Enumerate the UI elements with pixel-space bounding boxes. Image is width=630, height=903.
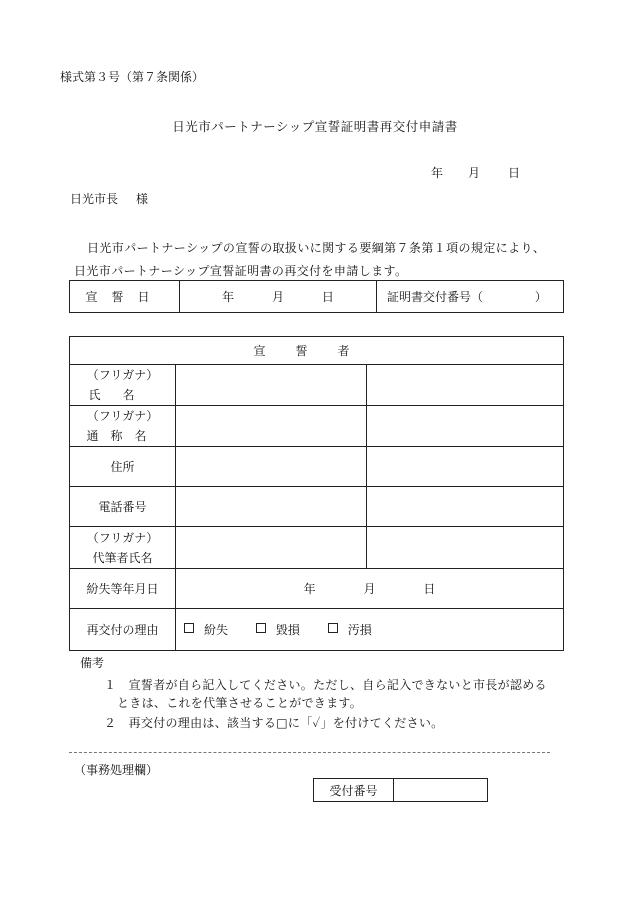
office-divider bbox=[69, 752, 550, 753]
reason-damaged-option[interactable] bbox=[256, 621, 300, 638]
certificate-number-field[interactable] bbox=[377, 281, 564, 313]
name-furigana-label: （フリガナ） bbox=[86, 368, 159, 382]
address-label: 住所 bbox=[110, 460, 135, 474]
reason-label-cell bbox=[70, 609, 176, 651]
document-title: 日光市パートナーシップ宣誓証明書再交付申請書 bbox=[172, 119, 458, 134]
certificate-number-label: 証明書交付番号（ bbox=[387, 290, 484, 304]
reason-soiled-checkbox[interactable] bbox=[328, 623, 338, 633]
body-text-line-1: 日光市パートナーシップの宣誓の取扱いに関する要綱第７条第１項の規定により、 bbox=[87, 241, 546, 255]
lost-date-field[interactable] bbox=[176, 569, 564, 609]
reason-lost-checkbox[interactable] bbox=[184, 623, 194, 633]
alias-furigana-label: （フリガナ） bbox=[86, 409, 159, 423]
oath-date-label-cell bbox=[70, 281, 180, 313]
lost-date-label-cell bbox=[70, 569, 176, 609]
reason-label: 再交付の理由 bbox=[86, 623, 159, 637]
reason-damaged-label: 毀損 bbox=[275, 623, 300, 637]
applicant-table bbox=[69, 336, 564, 651]
receipt-label-cell bbox=[314, 779, 394, 802]
reason-soiled-label: 汚損 bbox=[347, 623, 372, 637]
oath-day-label: 日 bbox=[321, 290, 334, 304]
addressee: 日光市長 bbox=[70, 192, 119, 206]
note-1-line-1: １ 宣誓者が自ら記入してください。ただし、自ら記入できないと市長が認める bbox=[104, 678, 547, 692]
alias-label: 通称名 bbox=[86, 429, 159, 443]
phone-label: 電話番号 bbox=[98, 500, 147, 514]
name-label-cell bbox=[70, 365, 176, 406]
reason-lost-option[interactable] bbox=[184, 621, 228, 638]
name-label: 氏名 bbox=[88, 388, 157, 402]
oath-year-label: 年 bbox=[222, 290, 235, 304]
addressee-honorific: 様 bbox=[136, 192, 149, 206]
lost-month-label: 月 bbox=[363, 582, 376, 596]
lost-year-label: 年 bbox=[303, 582, 316, 596]
oath-month-label: 月 bbox=[271, 290, 284, 304]
reason-soiled-option[interactable] bbox=[328, 621, 372, 638]
alias-field-1[interactable] bbox=[176, 406, 367, 447]
oath-date-field[interactable] bbox=[180, 281, 377, 313]
address-field-2[interactable] bbox=[367, 447, 564, 487]
office-use-heading: （事務処理欄） bbox=[74, 763, 159, 777]
oath-date-table bbox=[69, 280, 564, 313]
receipt-number-label: 受付番号 bbox=[329, 783, 378, 798]
phone-label-cell bbox=[70, 487, 176, 527]
body-text-line-2: 日光市パートナーシップ宣誓証明書の再交付を申請します。 bbox=[74, 264, 408, 278]
reason-options bbox=[176, 609, 564, 651]
proxy-furigana-label: （フリガナ） bbox=[86, 530, 159, 545]
alias-label-cell bbox=[70, 406, 176, 447]
reason-lost-label: 紛失 bbox=[204, 623, 229, 637]
proxy-field-2[interactable] bbox=[367, 527, 564, 569]
receipt-number-field[interactable] bbox=[394, 779, 488, 802]
lost-date-label: 紛失等年月日 bbox=[86, 582, 159, 596]
note-2: ２ 再交付の理由は、該当する□に「✓」を付けてください。 bbox=[104, 716, 444, 730]
name-field-2[interactable] bbox=[367, 365, 564, 406]
lost-day-label: 日 bbox=[423, 582, 436, 596]
proxy-name-label: 代筆者氏名 bbox=[92, 550, 153, 565]
applicant-header bbox=[70, 337, 564, 365]
proxy-field-1[interactable] bbox=[176, 527, 367, 569]
date-year-label: 年 bbox=[431, 166, 444, 180]
date-month-label: 月 bbox=[468, 166, 481, 180]
alias-field-2[interactable] bbox=[367, 406, 564, 447]
oath-date-label: 宣誓日 bbox=[85, 290, 164, 304]
reason-damaged-checkbox[interactable] bbox=[256, 623, 266, 633]
notes-heading: 備考 bbox=[80, 656, 105, 670]
name-field-1[interactable] bbox=[176, 365, 367, 406]
applicant-header-label: 宣誓者 bbox=[253, 344, 380, 358]
proxy-label-cell bbox=[70, 527, 176, 569]
form-number: 様式第３号（第７条関係） bbox=[60, 70, 205, 84]
note-1-line-2: ときは、これを代筆させることができます。 bbox=[117, 696, 363, 710]
address-label-cell bbox=[70, 447, 176, 487]
address-field-1[interactable] bbox=[176, 447, 367, 487]
date-day-label: 日 bbox=[508, 166, 521, 180]
certificate-number-close: ） bbox=[534, 290, 547, 304]
phone-field-1[interactable] bbox=[176, 487, 367, 527]
phone-field-2[interactable] bbox=[367, 487, 564, 527]
receipt-table bbox=[313, 778, 488, 802]
